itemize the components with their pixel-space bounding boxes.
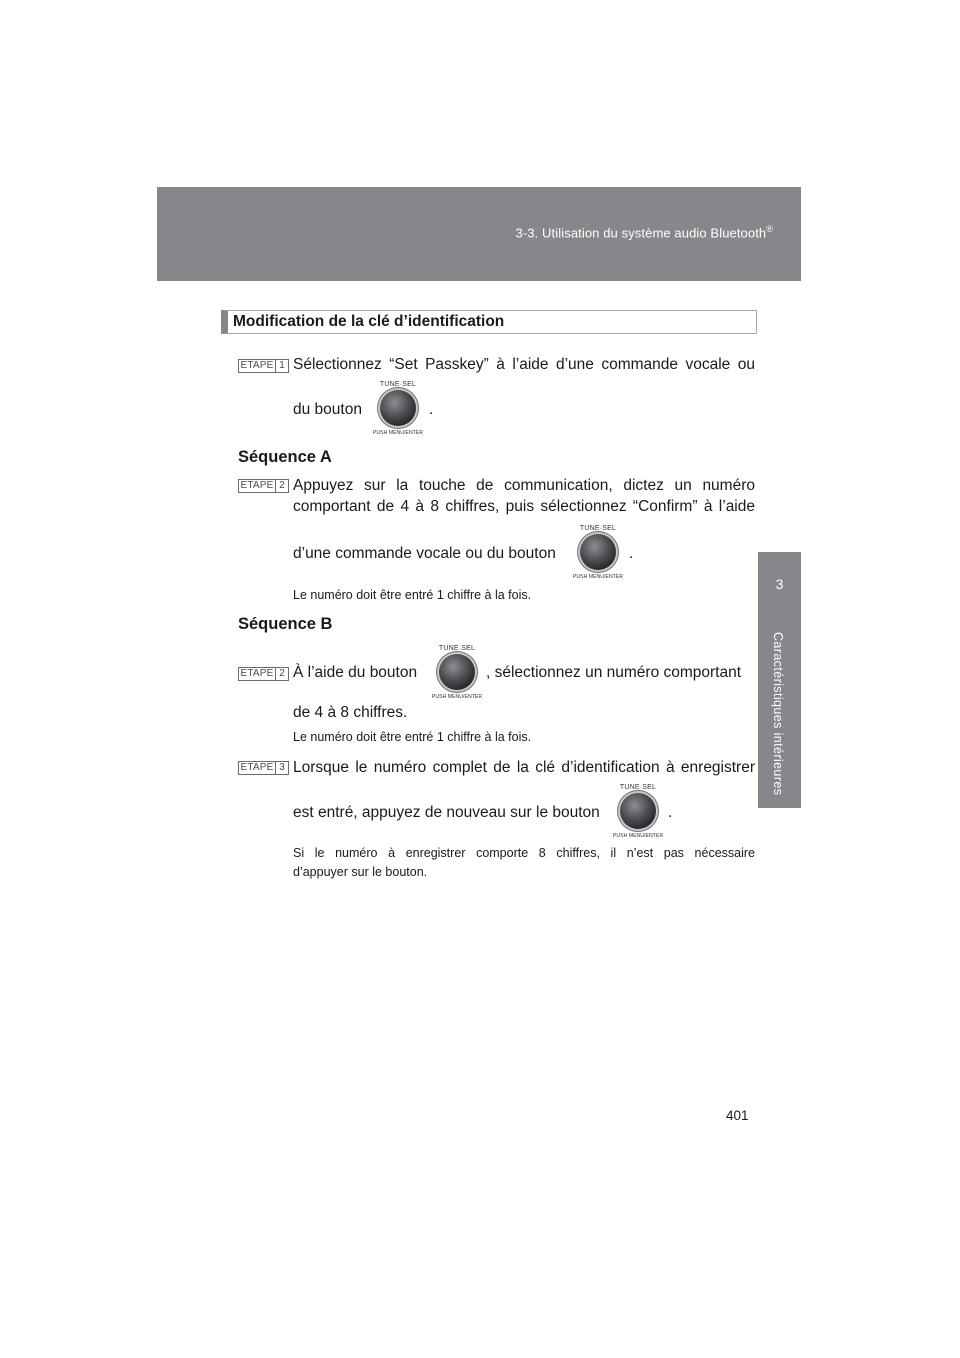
tune-sel-knob-icon xyxy=(570,525,626,580)
side-tab-label: Caractéristiques intérieures xyxy=(771,632,785,796)
step-badge-2a xyxy=(238,479,289,493)
knob-bottom-label: PUSH MENU/ENTER xyxy=(612,833,664,839)
seq-a-note: Le numéro doit être entré 1 chiffre à la fois. xyxy=(293,588,532,602)
step3-line2-before: est entré, appuyez de nouveau sur le bouton xyxy=(293,804,600,821)
tune-sel-knob-icon xyxy=(370,381,426,436)
seq-a-line3-after: . xyxy=(629,545,634,562)
side-tab-number: 3 xyxy=(775,576,784,592)
page-number: 401 xyxy=(726,1108,749,1123)
tune-sel-knob-icon xyxy=(610,784,666,839)
section-title: Modification de la clé d’identification xyxy=(221,310,757,334)
tune-sel-knob-icon xyxy=(429,645,485,700)
step-label: ETAPE xyxy=(239,668,276,680)
step3-note-line2: d’appuyer sur le bouton. xyxy=(293,865,428,879)
step1-line2-before: du bouton xyxy=(293,401,362,418)
knob-dial xyxy=(620,793,656,829)
knob-bottom-label: PUSH MENU/ENTER xyxy=(431,694,483,700)
step-number: 3 xyxy=(279,762,285,773)
knob-bottom-label: PUSH MENU/ENTER xyxy=(372,430,424,436)
knob-bottom-label: PUSH MENU/ENTER xyxy=(572,574,624,580)
trademark-symbol: ® xyxy=(766,224,773,234)
step-label: ETAPE xyxy=(239,762,276,774)
knob-top-label: TUNE·SEL xyxy=(579,525,617,532)
step3-note-line1: Si le numéro à enregistrer comporte 8 chiffres, il n’est pas nécessaire xyxy=(293,846,755,860)
step3-line1: Lorsque le numéro complet de la clé d’identification à enregistrer xyxy=(293,759,755,776)
step-number: 2 xyxy=(279,668,285,679)
step-badge-1 xyxy=(238,359,289,373)
chapter-title-text: 3-3. Utilisation du système audio Bluetooth xyxy=(515,225,767,241)
step-badge-2b xyxy=(238,667,289,681)
step1-line1: Sélectionnez “Set Passkey” à l’aide d’une commande vocale ou xyxy=(293,356,755,373)
seq-a-line1: Appuyez sur la touche de communication, dictez un numéro xyxy=(293,477,755,494)
step-number: 1 xyxy=(279,360,285,371)
step-label: ETAPE xyxy=(239,480,276,492)
knob-top-label: TUNE·SEL xyxy=(379,381,417,388)
sequence-a-title: Séquence A xyxy=(238,448,332,466)
step3-line2-after: . xyxy=(668,804,673,821)
seq-b-note: Le numéro doit être entré 1 chiffre à la fois. xyxy=(293,730,532,744)
seq-b-line2: de 4 à 8 chiffres. xyxy=(293,704,408,721)
step-badge-3 xyxy=(238,761,289,775)
seq-a-line3-before: d’une commande vocale ou du bouton xyxy=(293,545,556,562)
chapter-header xyxy=(157,187,801,281)
sequence-b-title: Séquence B xyxy=(238,615,333,633)
step-label: ETAPE xyxy=(239,360,276,372)
seq-b-line1-before: À l’aide du bouton xyxy=(293,664,418,681)
knob-dial xyxy=(380,390,416,426)
seq-a-line2: comportant de 4 à 8 chiffres, puis sélectionnez “Confirm” à l’aide xyxy=(293,498,755,515)
chapter-side-tab xyxy=(758,552,801,808)
step1-line2-after: . xyxy=(429,401,434,418)
chapter-title xyxy=(516,224,773,240)
knob-top-label: TUNE·SEL xyxy=(619,784,657,791)
knob-dial xyxy=(439,654,475,690)
knob-top-label: TUNE·SEL xyxy=(438,645,476,652)
knob-dial xyxy=(580,534,616,570)
seq-b-line1-after: , sélectionnez un numéro comportant xyxy=(486,664,742,681)
step-number: 2 xyxy=(279,480,285,491)
